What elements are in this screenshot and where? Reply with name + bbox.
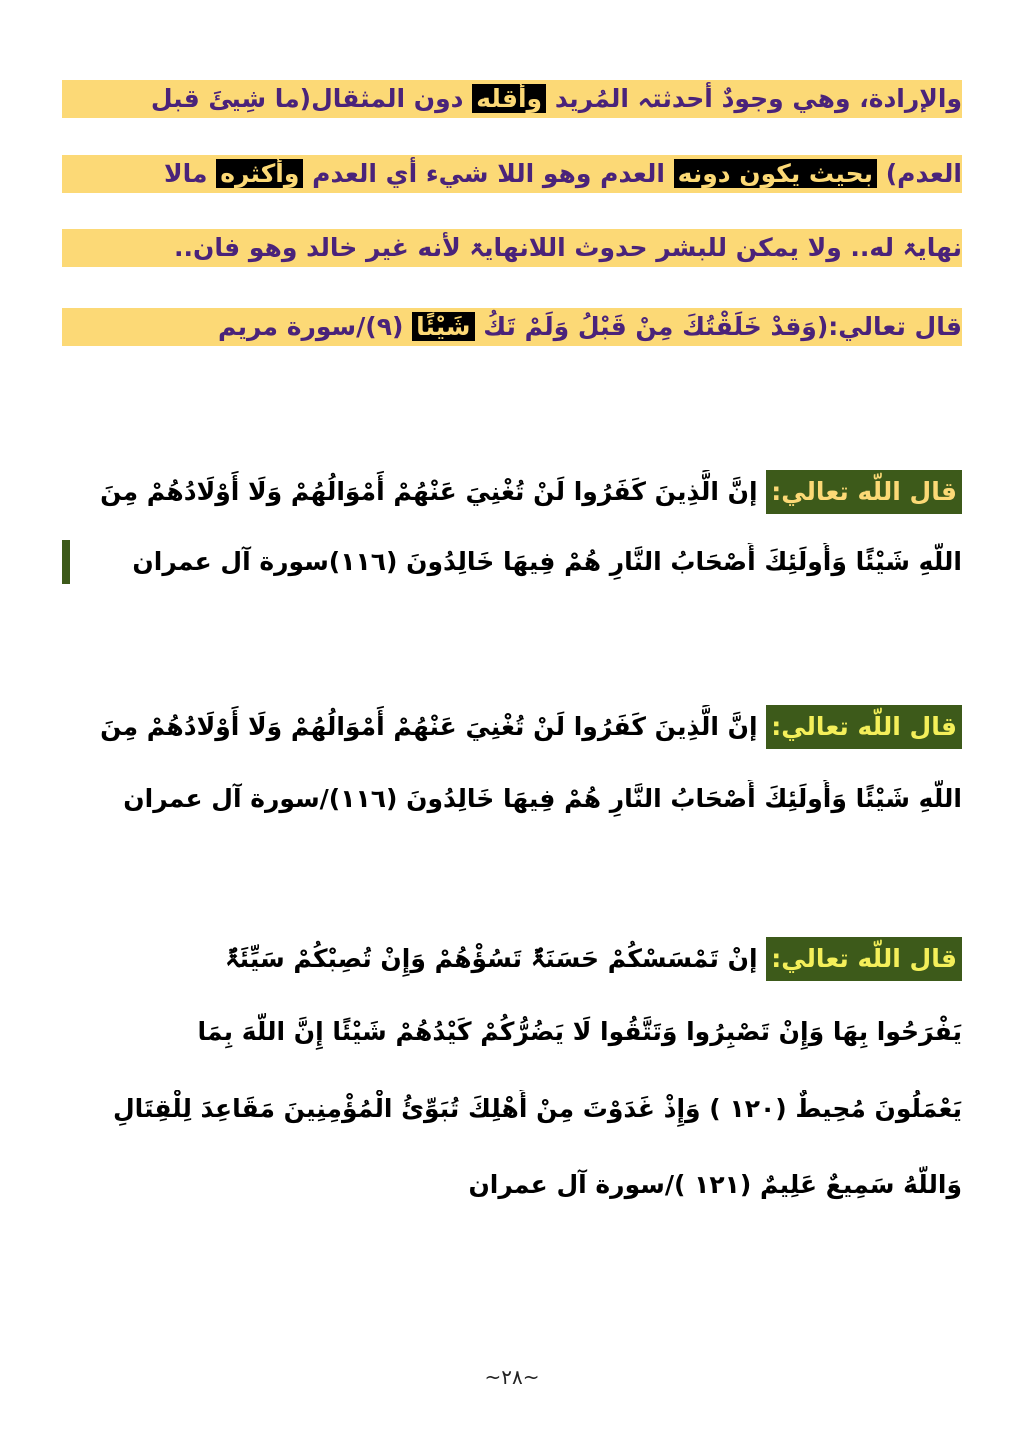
verse-text: إنَّ الَّذِينَ كَفَرُوا لَنْ تُغْنِيَ عَنْهُمْ أَمْوَالُهُمْ وَلَا أَوْلَادُهُمْ مِنَ bbox=[100, 712, 758, 741]
verse-text: إنَّ الَّذِينَ كَفَرُوا لَنْ تُغْنِيَ عَنْهُمْ أَمْوَالُهُمْ وَلَا أَوْلَادُهُمْ مِنَ bbox=[100, 477, 758, 506]
highlight-word: وأكثره bbox=[216, 159, 303, 188]
verse-text: يَعْمَلُونَ مُحِيطٌ (١٢٠ ) وَإِذْ غَدَوْتَ مِنْ أَهْلِكَ تُبَوِّئُ الْمُؤْمِنِينَ مَقَاعِدَ لِلْقِتَالِ bbox=[112, 1094, 962, 1123]
text-segment: قال تعالي:(وَقدْ خَلَقْتُكَ مِنْ قَبْلُ وَلَمْ تَكُ bbox=[483, 312, 962, 341]
text-segment: العدم) bbox=[885, 159, 962, 188]
page-number: ~٢٨~ bbox=[484, 1365, 540, 1389]
verse-label: قال اللّه تعالي: bbox=[766, 937, 962, 981]
green-bar-marker bbox=[62, 540, 70, 584]
verse-line bbox=[62, 1166, 962, 1204]
text-segment: (٩)/سورة مريم bbox=[217, 312, 404, 341]
verse-line bbox=[62, 1090, 962, 1128]
verse-line bbox=[62, 937, 962, 981]
verse-line bbox=[62, 705, 962, 749]
verse-text: اللَّهِ شَيْئًا وَأُولَئِكَ أَصْحَابُ النَّارِ هُمْ فِيهَا خَالِدُونَ (١١٦)/سورة آل عمران bbox=[123, 784, 962, 813]
text-line-3 bbox=[62, 229, 962, 267]
highlight-phrase: بحيث يكون دونه bbox=[674, 159, 877, 188]
verse-line bbox=[62, 780, 962, 818]
verse-label: قال اللّه تعالي: bbox=[766, 470, 962, 514]
highlight-word: شَيْئًا bbox=[412, 312, 474, 341]
verse-line bbox=[62, 470, 962, 514]
text-segment: دون المثقال(ما شِيئَ قبل bbox=[150, 84, 464, 113]
text-segment: والإرادة، وهي وجودٌ أحدثتہ المُريد bbox=[554, 84, 962, 113]
text-segment: نهايۃ له.. ولا يمكن للبشر حدوث اللانهايۃ لأنه غير خالد وهو فان.. bbox=[174, 233, 962, 262]
verse-text: اللَّهِ شَيْئًا وَأُولَئِكَ أَصْحَابُ النَّارِ هُمْ فِيهَا خَالِدُونَ (١١٦)سورة آل عمران bbox=[132, 547, 962, 576]
text-line-1 bbox=[62, 80, 962, 118]
text-line-2 bbox=[62, 155, 962, 193]
highlight-word: وأقله bbox=[472, 84, 546, 113]
text-line-4 bbox=[62, 308, 962, 346]
text-segment: مالا bbox=[164, 159, 208, 188]
verse-text: وَاللَّهُ سَمِيعٌ عَلِيمٌ (١٢١ )/سورة آل عمران bbox=[468, 1170, 962, 1199]
verse-line bbox=[76, 543, 962, 581]
verse-text: إنْ تَمْسَسْكُمْ حَسَنَۃٌ تَسُؤْهُمْ وَإِنْ تُصِبْكُمْ سَيِّئَۃٌ bbox=[225, 944, 758, 973]
verse-line bbox=[62, 1013, 962, 1051]
verse-text: يَفْرَحُوا بِهَا وَإِنْ تَصْبِرُوا وَتَتَّقُوا لَا يَضُرُّكُمْ كَيْدُهُمْ شَيْئًا إِنَّ اللَّهَ بِمَا bbox=[197, 1017, 962, 1046]
text-segment: العدم وهو اللا شيء أي العدم bbox=[312, 159, 665, 188]
verse-label: قال اللّه تعالي: bbox=[766, 705, 962, 749]
